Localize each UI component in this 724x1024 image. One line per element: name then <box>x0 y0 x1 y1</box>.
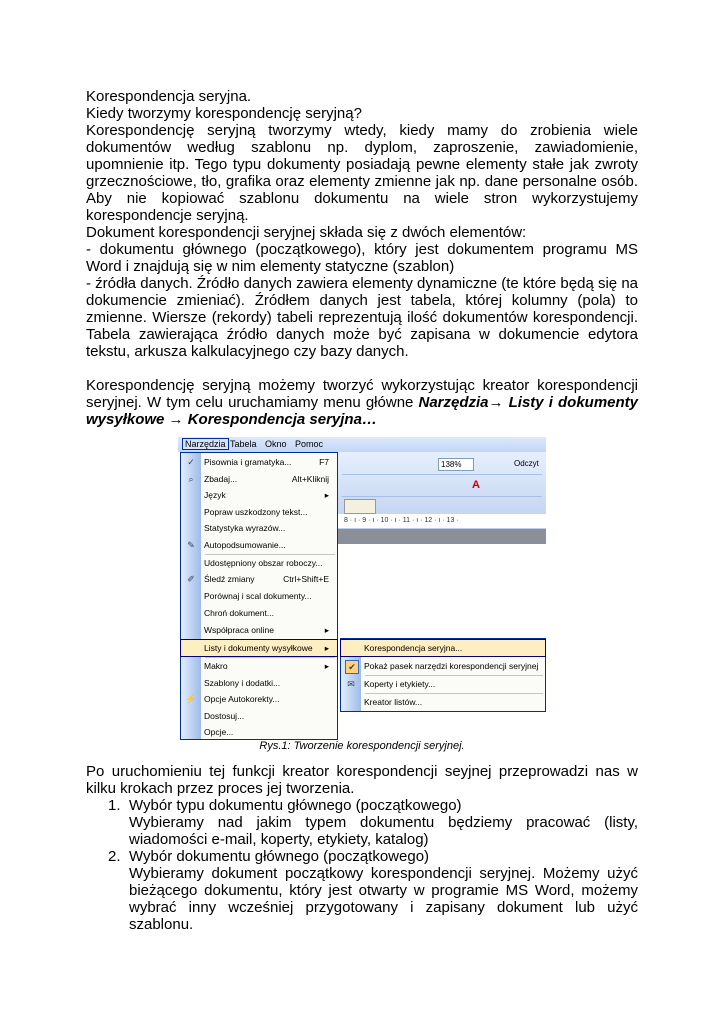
menu-item-mailings[interactable]: Listy i dokumenty wysyłkowe ▸ <box>181 640 337 656</box>
narzedzia-dropdown <box>180 452 338 740</box>
menu-okno[interactable]: Okno <box>265 439 287 449</box>
step-title: Wybór dokumentu głównego (początkowego) <box>129 848 430 865</box>
track-changes-icon: ✐ <box>187 574 195 584</box>
paragraph: - źródła danych. Źródło danych zawiera elementy dynamiczne (te które będą się na dokumencie zmieniać). Źródłem danych jest tabela, której kolumny (pola) to zmienne. Wiersze (rekordy) tabeli reprezentują ilość dokumentów korespondencji. Tabela zawierająca źródło danych może być zapisana w dokumencie edytora tekstu, arkusza kalkulacyjnego czy bazy danych. <box>86 275 638 360</box>
toolbar-row <box>342 476 542 497</box>
step-text: Wybieramy nad jakim typem dokumentu będziemy pracować (listy, wiadomości e-mail, koperty, etykiety, katalog) <box>129 814 638 848</box>
menu-item-autocorrect[interactable]: ⚡ Opcje Autokorekty... <box>185 694 280 704</box>
submenu-arrow-icon: ▸ <box>324 643 329 653</box>
spellcheck-icon: ✓ <box>187 457 195 467</box>
menu-narzedzia[interactable]: Narzędzia <box>182 438 229 450</box>
step-text: Wybieramy dokument początkowy korespondencji seryjnej. Możemy użyć bieżącego dokumentu, który jest otwarty w programie MS Word, możemy wybrać inny wcześniej przygotowany i zapisany dokument lub użyć szablonu. <box>129 865 638 933</box>
paragraph: Korespondencję seryjną możemy tworzyć wykorzystując kreator korespondencji seryjnej. W tym celu uruchamiamy menu główne Narzędzia→ Listy i dokumenty wysyłkowe → Korespondencja seryjna… <box>86 377 638 428</box>
menu-item-repair-text[interactable]: Popraw uszkodzony tekst... <box>204 507 308 517</box>
paragraph: Dokument korespondencji seryjnej składa się z dwóch elementów: <box>86 224 527 241</box>
submenu-item-envelopes[interactable]: ✉ Koperty i etykiety... <box>341 676 545 692</box>
list-item: 1. Wybór typu dokumentu głównego (początkowego) Wybieramy nad jakim typem dokumentu będziemy pracować (listy, wiadomości e-mail, koperty, etykiety, katalog) <box>108 797 638 848</box>
envelope-icon: ✉ <box>347 679 355 689</box>
menu-item-spelling[interactable]: ✓ Pisownia i gramatyka... F7 <box>181 454 337 470</box>
menu-item-customize[interactable]: Dostosuj... <box>204 711 245 721</box>
paragraph: Po uruchomieniu tej funkcji kreator korespondencji seyjnej przeprowadzi nas w kilku krokach przez proces jej tworzenia. <box>86 763 638 797</box>
menu-item-templates[interactable]: Szablony i dodatki... <box>204 678 281 688</box>
menu-tabela[interactable]: Tabela <box>230 439 257 449</box>
list-item: 2. Wybór dokumentu głównego (początkowego) Wybieramy dokument początkowy korespondencji seryjnej. Możemy użyć bieżącego dokumentu, który jest otwarty w programie MS Word, możemy wybrać inny wcześniej przygotowany i zapisany dokument lub użyć szablonu. <box>108 848 638 933</box>
submenu-arrow-icon: ▸ <box>324 490 329 500</box>
paragraph: - dokumentu głównego (początkowego), który jest dokumentem programu MS Word i znajdują się w nim elementy statyczne (szablon) <box>86 241 638 275</box>
autosummarize-icon: ✎ <box>187 540 195 550</box>
menu-item-options[interactable]: Opcje... <box>204 727 234 737</box>
menu-bar <box>178 437 546 452</box>
menu-item-autosummarize[interactable]: ✎ Autopodsumowanie... <box>181 537 337 553</box>
submenu-arrow-icon: ▸ <box>324 661 329 671</box>
menu-item-protect[interactable]: Chroń dokument... <box>204 608 274 618</box>
menu-path: Narzędzia→ Listy i dokumenty wysyłkowe → Korespondencja seryjna… <box>86 394 638 428</box>
ruler: 8 · ı · 9 · ı · 10 · ı · 11 · ı · 12 · ı · 13 · <box>338 514 546 528</box>
zoom-select[interactable]: 138% <box>438 458 474 471</box>
menu-item-language[interactable]: Język ▸ <box>181 487 337 503</box>
read-button[interactable]: Odczyt <box>514 459 539 468</box>
menu-item-online-collab[interactable]: Współpraca online ▸ <box>181 622 337 638</box>
mailings-submenu <box>340 638 546 712</box>
submenu-item-show-toolbar[interactable]: ✔ Pokaż pasek narzędzi korespondencji seryjnej <box>341 658 545 674</box>
paragraph: Korespondencję seryjną tworzymy wtedy, kiedy mamy do zrobienia wiele dokumentów według szablonu np. dyplom, zaproszenie, zawiadomienie, upomnienie itp. Tego typu dokumenty posiadają pewne elementy stałe jak zwroty grzecznościowe, tło, grafika oraz elementy zmienne jak np. dane personalne osób. Aby nie kopiować szablonu dokumentu na wiele stron wykorzystujemy korespondencje seryjną. <box>86 122 638 224</box>
steps-section <box>86 763 638 933</box>
merge-field-box[interactable] <box>344 499 376 514</box>
check-icon: ✔ <box>345 660 359 674</box>
research-icon: ⌕ <box>188 474 194 484</box>
submenu-item-letter-wizard[interactable]: Kreator listów... <box>364 697 423 707</box>
intro-text <box>86 88 638 428</box>
menu-item-macro[interactable]: Makro ▸ <box>181 658 337 674</box>
menu-item-shared-workspace[interactable]: Udostępniony obszar roboczy... <box>204 558 323 568</box>
submenu-arrow-icon: ▸ <box>324 625 329 635</box>
font-color-icon[interactable]: A <box>472 479 480 491</box>
submenu-item-mail-merge[interactable]: Korespondencja seryjna... <box>341 640 545 656</box>
autocorrect-icon: ⚡ <box>185 694 197 704</box>
menu-item-compare-merge[interactable]: Porównaj i scal dokumenty... <box>204 591 312 601</box>
menu-pomoc[interactable]: Pomoc <box>295 439 324 449</box>
word-menu-screenshot <box>178 437 546 741</box>
menu-item-track-changes[interactable]: ✐ Śledź zmiany Ctrl+Shift+E <box>181 571 337 587</box>
figure-caption: Rys.1: Tworzenie korespondencji seryjnej. <box>259 740 465 752</box>
menu-item-research[interactable]: ⌕ Zbadaj... Alt+Kliknij <box>181 471 337 487</box>
toolbar-row <box>342 454 542 475</box>
document-area <box>338 529 546 544</box>
title-line: Korespondencja seryjna. <box>86 88 252 105</box>
menu-item-word-count[interactable]: Statystyka wyrazów... <box>204 523 286 533</box>
question-line: Kiedy tworzymy korespondencję seryjną? <box>86 105 362 122</box>
step-title: Wybór typu dokumentu głównego (początkowego) <box>129 797 462 814</box>
